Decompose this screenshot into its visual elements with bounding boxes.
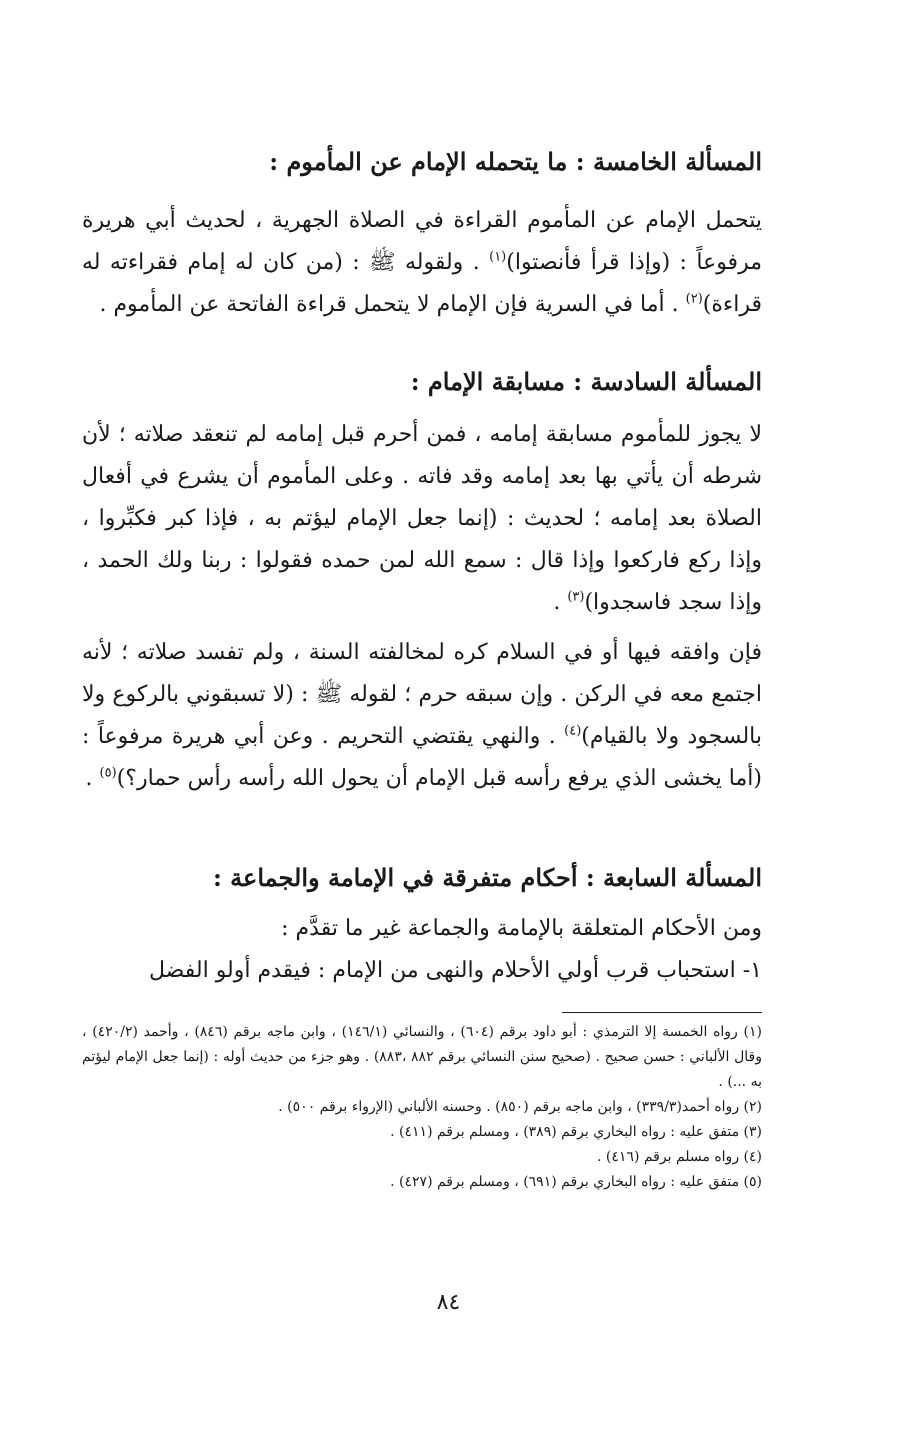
paragraph: لا يجوز للمأموم مسابقة إمامه ، فمن أحرم قبل إمامه لم تنعقد صلاته ؛ لأن شرطه أن يأتي بها بعد إمامه وقد فاته . وعلى المأموم أن يشرع في أفعال الصلاة بعد إمامه ؛ لحديث : (إنما جعل الإمام ليؤتم به ، فإذا كبر فكبِّروا ، وإذا ركع فاركعوا وإذا قال : سمع الله لمن حمده فقولوا : ربنا ولك الحمد ، وإذا سجد فاسجدوا)$^{(٣)}$ . — [82, 422, 762, 615]
section-heading-7: المسألة السابعة : أحكام متفرقة في الإمامة والجماعة : — [212, 863, 762, 892]
footnote-ref[interactable]: (١) — [489, 249, 507, 265]
footnote-4: (٤) رواه مسلم برقم (٤١٦) . — [597, 1149, 762, 1165]
section-heading-6: المسألة السادسة : مسابقة الإمام : — [410, 367, 762, 396]
paragraph: يتحمل الإمام عن المأموم القراءة في الصلاة الجهرية ، لحديث أبي هريرة مرفوعاً : (وإذا قرأ فأنصتوا)$^{(١)}$ . ولقوله ﷺ : (من كان له إمام فقراءته له قراءة)$^{(٢)}$ . أما في السرية فإن الإمام لا يتحمل قراءة الفاتحة عن المأموم . — [82, 208, 763, 317]
footnote-divider — [562, 1012, 762, 1013]
footnotes — [82, 1020, 762, 1195]
footnote-1: (١) رواه الخمسة إلا الترمذي : أبو داود برقم (٦٠٤) ، والنسائي (١٤٦/١) ، وابن ماجه برقم (٨٤٦) ، وأحمد (٤٢٠/٢) ، وقال الألباني : حسن صحيح . (صحيح سنن النسائي برقم ٨٨٢ ،٨٨٣) . وهو جزء من حديث أوله : (إنما جعل الإمام ليؤتم به ...) . — [82, 1024, 762, 1090]
list-item: ١- استحباب قرب أولي الأحلام والنهى من الإمام : فيقدم أولو الفضل — [149, 958, 762, 983]
paragraph: ومن الأحكام المتعلقة بالإمامة والجماعة غير ما تقدَّم : — [281, 916, 762, 941]
section-body-6 — [82, 414, 762, 800]
footnote-ref[interactable]: (٣) — [567, 589, 585, 605]
footnote-3: (٣) متفق عليه : رواه البخاري برقم (٣٨٩) ، ومسلم برقم (٤١١) . — [390, 1124, 762, 1140]
footnote-ref[interactable]: (٤) — [564, 723, 582, 739]
section-heading-5: المسألة الخامسة : ما يتحمله الإمام عن المأموم : — [269, 147, 762, 176]
paragraph: فإن وافقه فيها أو في السلام كره لمخالفته السنة ، ولم تفسد صلاته ؛ لأنه اجتمع معه في الركن . وإن سبقه حرم ؛ لقوله ﷺ : (لا تسبقوني بالركوع ولا بالسجود ولا بالقيام)$^{(٤)}$ . والنهي يقتضي التحريم . وعن أبي هريرة مرفوعاً : (أما يخشى الذي يرفع رأسه قبل الإمام أن يحول الله رأسه رأس حمار؟)$^{(٥)}$ . — [82, 640, 762, 791]
footnote-ref[interactable]: (٥) — [99, 765, 117, 781]
footnote-ref[interactable]: (٢) — [685, 291, 703, 307]
footnote-2: (٢) رواه أحمد(٣٣٩/٣) ، وابن ماجه برقم (٨٥٠) . وحسنه الألباني (الإرواء برقم ٥٠٠) . — [278, 1099, 762, 1115]
section-body-5 — [82, 200, 762, 326]
page-number: ٨٤ — [436, 1290, 461, 1315]
footnote-5: (٥) متفق عليه : رواه البخاري برقم (٦٩١) ، ومسلم برقم (٤٢٧) . — [390, 1174, 762, 1190]
section-body-7 — [82, 908, 762, 992]
